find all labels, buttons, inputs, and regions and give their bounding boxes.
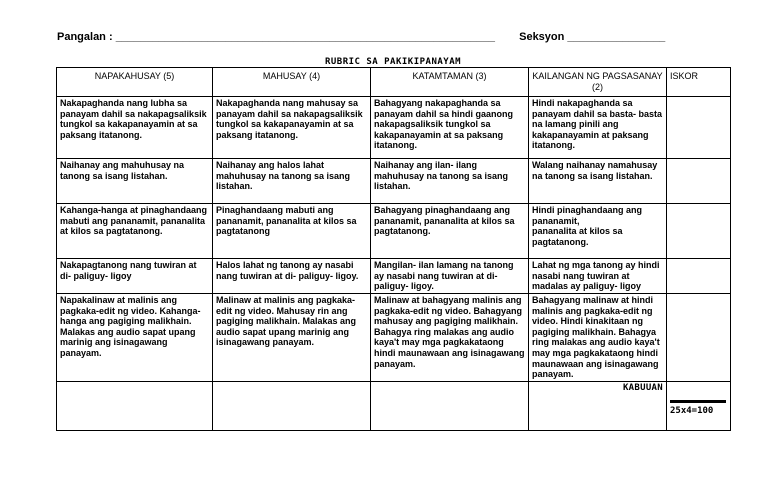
criteria-cell: Walang naihanay namahusay na tanong sa isang listahan.: [529, 159, 667, 204]
score-cell[interactable]: [667, 159, 731, 204]
criteria-cell: Pinaghandaang mabuti ang pananamit, pananalita at kilos sa pagtatanong: [213, 204, 371, 259]
table-row: [57, 259, 731, 294]
name-blank[interactable]: ______________________________________________________________: [115, 31, 495, 43]
score-cell[interactable]: [667, 259, 731, 294]
column-header-napakahusay: NAPAKAHUSAY (5): [57, 68, 213, 97]
total-row: [57, 382, 731, 431]
total-label: KABUUAN: [529, 382, 667, 431]
rubric-table: [56, 67, 731, 431]
score-cell[interactable]: [667, 294, 731, 382]
criteria-cell: Lahat ng mga tanong ay hindi nasabi nang tuwiran at madalas ay paliguy- ligoy: [529, 259, 667, 294]
criteria-cell: Nakapaghanda nang lubha sa panayam dahil sa nakapagsaliksik tungkol sa kakapanayamin at sa paksang itatanong.: [57, 97, 213, 159]
table-row: [57, 159, 731, 204]
score-cell[interactable]: [667, 204, 731, 259]
criteria-cell: Bahagyang pinaghandaang ang pananamit, pananalita at kilos sa pagtatanong.: [371, 204, 529, 259]
criteria-cell: Bahagyang nakapaghanda sa panayam dahil sa hindi gaanong nakapagsaliksik tungkol sa kakapanayamin at sa paksang itatanong.: [371, 97, 529, 159]
empty-cell: [57, 382, 213, 431]
rubric-title: RUBRIC SA PAKIKIPANAYAM: [324, 57, 462, 67]
criteria-cell: Halos lahat ng tanong ay nasabi nang tuwiran at di- paliguy- ligoy.: [213, 259, 371, 294]
name-label: Pangalan :: [57, 31, 113, 43]
total-value: 25x4=100: [670, 406, 714, 416]
table-row: [57, 294, 731, 382]
criteria-cell: Kahanga-hanga at pinaghandaang mabuti ang pananamit, pananalita at kilos sa pagtatanong.: [57, 204, 213, 259]
criteria-cell: Hindi pinaghandaang ang pananamit, pananalita at kilos sa pagtatanong.: [529, 204, 667, 259]
empty-cell: [371, 382, 529, 431]
criteria-cell: Naihanay ang halos lahat mahuhusay na tanong sa isang listahan.: [213, 159, 371, 204]
score-cell[interactable]: [667, 97, 731, 159]
total-underline: [670, 400, 726, 403]
column-header-mahusay: MAHUSAY (4): [213, 68, 371, 97]
criteria-cell: Bahagyang malinaw at hindi malinis ang pagkaka-edit ng video. Hindi kinakitaan ng pagiging malikhain. Bahagya ring malakas ang audio kaya't may mga pagkakataong hindi maunawaan ang isinagawang panayam.: [529, 294, 667, 382]
criteria-cell: Naihanay ang mahuhusay na tanong sa isang listahan.: [57, 159, 213, 204]
criteria-cell: Malinaw at malinis ang pagkaka-edit ng video. Mahusay rin ang pagiging malikhain. Malakas ang audio sapat upang marinig ang isinagawang panayam.: [213, 294, 371, 382]
criteria-cell: Naihanay ang ilan- ilang mahuhusay na tanong sa isang listahan.: [371, 159, 529, 204]
column-header-katamtaman: KATAMTAMAN (3): [371, 68, 529, 97]
criteria-cell: Mangilan- ilan lamang na tanong ay nasabi nang tuwiran at di- paliguy- ligoy.: [371, 259, 529, 294]
criteria-cell: Malinaw at bahagyang malinis ang pagkaka-edit ng video. Bahagyang mahusay ang pagiging malikhain. Bahagya ring malakas ang audio kaya't may mga pagkakataong hindi maunawaan ang isinagawang panayam.: [371, 294, 529, 382]
criteria-cell: Napakalinaw at malinis ang pagkaka-edit ng video. Kahanga-hanga ang pagiging malikhain. Malakas ang audio sapat upang marinig ang isinagawang panayam.: [57, 294, 213, 382]
table-header-row: [57, 68, 731, 97]
empty-cell: [213, 382, 371, 431]
table-row: [57, 97, 731, 159]
table-row: [57, 204, 731, 259]
criteria-cell: Nakapaghanda nang mahusay sa panayam dahil sa nakapagsaliksik tungkol sa kakapanayamin at sa paksang itatanong.: [213, 97, 371, 159]
section-blank[interactable]: ________________: [567, 31, 666, 43]
section-label: Seksyon: [519, 31, 565, 43]
criteria-cell: Hindi nakapaghanda sa panayam dahil sa basta- basta na lamang pinili ang kakapanayamin at paksang itatanong.: [529, 97, 667, 159]
criteria-cell: Nakapagtanong nang tuwiran at di- paliguy- ligoy: [57, 259, 213, 294]
column-header-iskor: ISKOR: [667, 68, 731, 97]
student-info-line: [57, 31, 717, 43]
total-score-cell[interactable]: [667, 382, 731, 431]
column-header-kailangan: KAILANGAN NG PAGSASANAY (2): [529, 68, 667, 97]
